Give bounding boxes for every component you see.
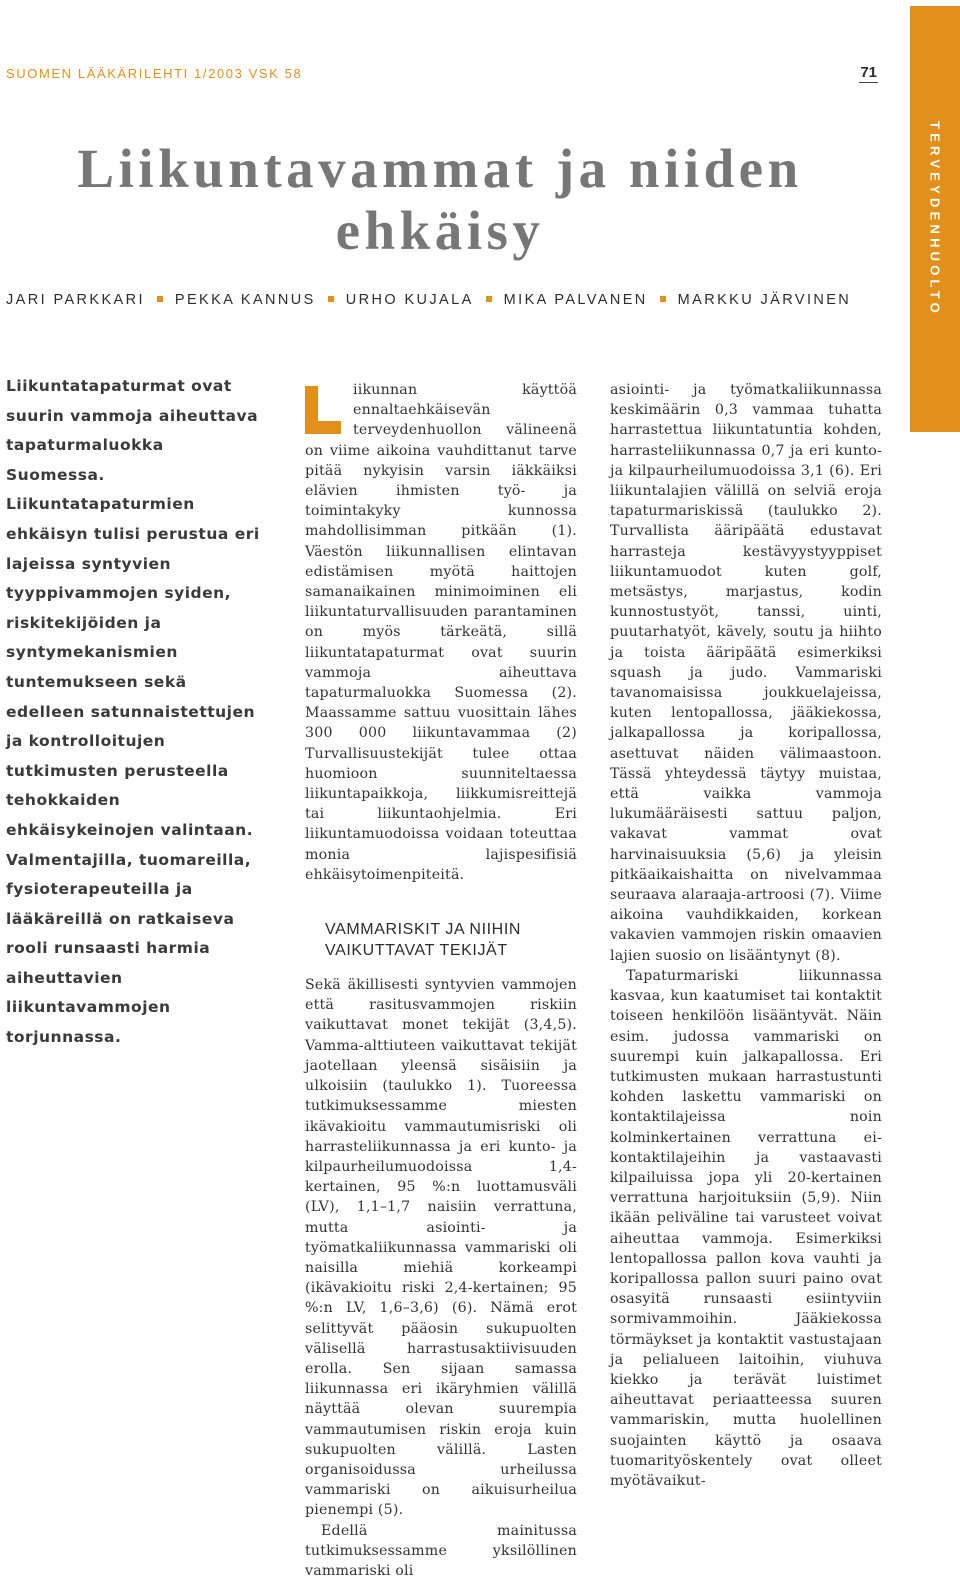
article-title: Liikuntavammat ja niiden ehkäisy xyxy=(77,138,803,261)
body-paragraph: Sekä äkillisesti syntyvien vammojen että rasitusvammojen riskiin vaikuttavat monet tekijät (3,4,5). Vamma-alttiuteen vaikuttavat tekijät jaotellaan yleensä sisäisiin ja ulkoisiin (taulukko 1). Tuoreessa tutkimuksessamme miesten ikävakioitu vammautumisriski oli harrasteliikunnassa ja eri kunto- ja kilpaurheilumuodoissa 1,4-kertainen, 95 %:n luottamusväli (LV), 1,1–1,7 naisiin verrattuna, mutta asiointi- ja työmatkaliikunnassa vammariski oli naisilla miehiä korkeampi (ikävakioitu riski 2,4-kertainen; 95 %:n LV, 1,6–3,6) (6). Nämä erot selittyvät pääosin sukupuolten välisellä harrastusaktiivisuuden erolla. Sen sijaan samassa liikunnassa eri ikäryhmien välillä näyttää olevan suurempia vammautumisen riskin eroja kuin sukupuolten välillä. Lasten organisoidussa urheilussa vammariski on aikuisurheilua pienempi (5). xyxy=(305,977,577,1519)
author: URHO KUJALA xyxy=(345,292,474,308)
body-column-3 xyxy=(610,380,882,1491)
section-label: TERVEYDENHUOLTO xyxy=(927,121,943,317)
body-column-2 xyxy=(305,380,577,1581)
author: JARI PARKKARI xyxy=(6,292,145,308)
intro-paragraph: iikunnan käyttöä ennaltaehkäisevän terveydenhuollon välineenä on viime aikoina vauhdittanut tarve pitää nykyisin varsin iäkkäiksi elävien ihmisten työ- ja toimintakyky kunnossa mahdollisimman pitkään (1). Väestön liikunnallisen elintavan edistämisen myötä haittojen samanaikainen minimoiminen eli liikuntaturvallisuuden parantaminen on myös tärkeätä, sillä liikuntatapaturmat ovat suurin vammoja aiheuttava tapaturmaluokka Suomessa (2). Maassamme sattuu vuosittain lähes 300 000 liikuntavammaa (2) Turvallisuustekijät tulee ottaa huomioon suunniteltaessa liikuntapaikkoja, liikkumisreittejä tai liikuntaohjelmia. Eri liikuntamuodoissa voidaan toteuttaa monia lajispesifisiä ehkäisytoimenpiteitä. xyxy=(305,382,577,883)
body-paragraph: Tapaturmariski liikunnassa kasvaa, kun kaatumiset tai kontaktit toiseen henkilöön lisääntyvät. Näin esim. judossa vammariski on suurempi kuin jalkapallossa. Eri tutkimusten mukaan harrastustunti kohden laskettu vammariski on kontaktilajeissa noin kolminkertainen verrattuna ei-kontaktilajeihin ja vastaavasti kilpailuissa jopa yli 20-kertainen verrattuna harjoituksiin (5,9). Niin ikään peliväline tai varusteet voivat aiheuttaa vammoja. Esimerkiksi lentopallossa pallon kova vauhti ja koripallossa pallon suuri paino ovat osasyitä runsaasti esiintyviin sormivammoihin. Jääkiekossa törmäykset ja kontaktit vastustajaan ja pelialueen laitoihin, viuhuva kiekko ja terävät luistimet aiheuttavat periaatteessa suuren vammariskin, mutta huolellinen suojainten käyttö ja osaava tuomarityöskentely ovat olleet myötävaikut- xyxy=(610,967,882,1489)
author-list xyxy=(6,292,886,308)
journal-info: SUOMEN LÄÄKÄRILEHTI 1/2003 VSK 58 xyxy=(6,66,303,81)
author: MIKA PALVANEN xyxy=(503,292,648,308)
author-separator xyxy=(660,296,666,302)
section-band xyxy=(910,6,960,432)
section-subheading: VAMMARISKIT JA NIIHIN VAIKUTTAVAT TEKIJÄT xyxy=(325,921,522,960)
author: PEKKA KANNUS xyxy=(174,292,316,308)
author-separator xyxy=(157,296,163,302)
author-separator xyxy=(486,296,492,302)
page-number: 71 xyxy=(860,64,877,81)
author: MARKKU JÄRVINEN xyxy=(677,292,852,308)
body-paragraph: Edellä mainitussa tutkimuksessamme yksilöllinen vammariski oli xyxy=(305,1522,577,1579)
lead-paragraph: Liikuntatapaturmat ovat suurin vammoja aiheuttava tapaturmaluokka Suomessa. Liikuntatapaturmien ehkäisyn tulisi perustua eri lajeissa syntyvien tyyppivammojen syiden, riskitekijöiden ja syntymekanismien tuntemukseen sekä edelleen satunnaistettujen ja kontrolloitujen tutkimusten perusteella tehokkaiden ehkäisykeinojen valintaan. Valmentajilla, tuomareilla, fysioterapeuteilla ja lääkäreillä on ratkaiseva rooli runsaasti harmia aiheuttavien liikuntavammojen torjunnassa. xyxy=(6,377,260,1047)
body-paragraph: asiointi- ja työmatkaliikunnassa keskimäärin 0,3 vammaa tuhatta harrastettua liikuntatuntia kohden, harrasteliikunnassa 0,7 ja eri kunto- ja kilpaurheilumuodoissa 3,1 (6). Eri liikuntalajien välillä on selviä eroja tapaturmariskissä (taulukko 2). Turvallista ääripäätä edustavat harrasteja kestävyystyyppiset liikuntamuodot kuten golf, metsästys, marjastus, kodin kunnostustyöt, tanssi, uinti, puutarhatyöt, kävely, soutu ja hiihto ja toista ääripäätä esimerkiksi squash ja judo. Vammariski tavanomaisissa joukkuelajeissa, kuten lentopallossa, jääkiekossa, jalkapallossa ja koripallossa, asettuvat näiden välimaastoon. Tässä yhteydessä täytyy muistaa, että vaikka vammoja lukumääräisesti sattuu paljon, vakavat vammat ovat harvinaisuuksia (5,6) ja yleisin pitkäaikaishaitta on nivelvammaa seuraava alaraaja-artroosi (7). Viime aikoina vauhdikkaiden, korkean vakavien vammojen riskin omaavien lajien suosio on lisääntynyt (8). xyxy=(610,382,882,964)
dropcap-L xyxy=(305,386,345,434)
author-separator xyxy=(328,296,334,302)
